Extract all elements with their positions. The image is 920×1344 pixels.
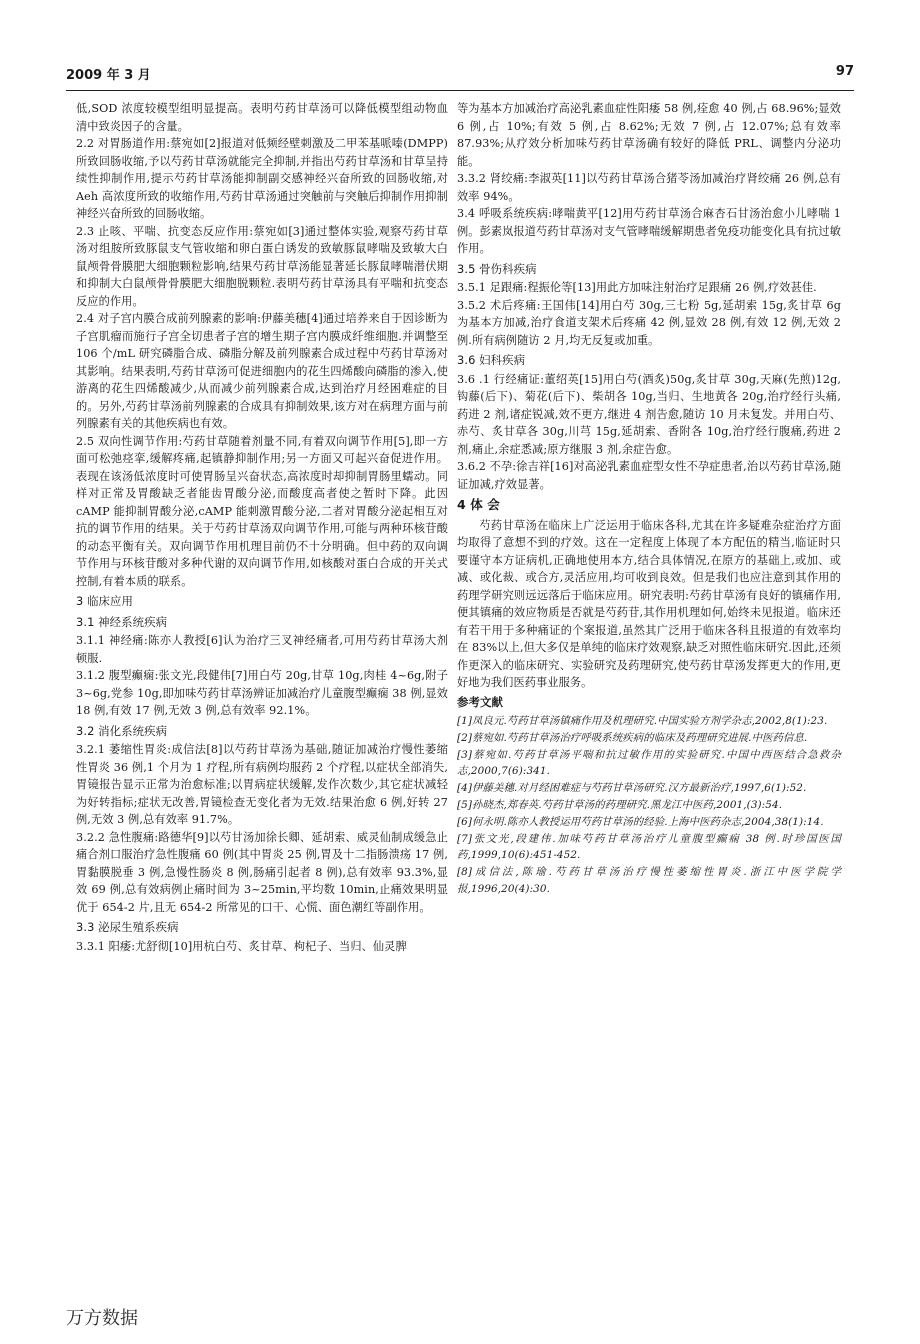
paragraph: 3.5.2 术后疼痛:王国伟[14]用白芍 30g,三七粉 5g,延胡索 15g,炙甘草 6g 为基本方加减,治疗食道支架术后疼痛 42 例,显效 28 例,有效 12 例,无效 2 例.所有病例随访 2 月,均无反复或加重。 xyxy=(457,298,841,347)
reference-list xyxy=(457,713,841,898)
reference-item: [5]孙晓杰,郑春英.芍药甘草汤的药理研究.黑龙江中医药,2001,(3):54. xyxy=(457,798,783,811)
running-header xyxy=(66,64,854,86)
page-number: 97 xyxy=(835,64,854,79)
paragraph: 3.3.1 阳痿:尤舒彻[10]用杭白芍、炙甘草、枸杞子、当归、仙灵脾 xyxy=(76,939,407,953)
paragraph: 2.2 对胃肠道作用:蔡宛如[2]报道对低频经壁刺激及二甲苯基哌嗪(DMPP)所致回肠收缩,予以芍药甘草汤就能完全抑制,并指出芍药甘草汤和甘草呈持续性抑制作用,提示芍药甘草汤能抑制副交感神经兴奋所致的回肠收缩,对 Aeh 高浓度所致的收缩作用,芍药甘草汤通过突触前与突触后抑制作用抑制神经兴奋所致的回肠收缩。 xyxy=(76,137,448,220)
paragraph: 3.2.2 急性腹痛:路德华[9]以芍甘汤加徐长卿、延胡索、威灵仙制成缓急止痛合剂口服治疗急性腹痛 60 例(其中胃炎 25 例,胃及十二指肠溃疡 17 例,胃黏膜脱垂 3 例,急慢性肠炎 8 例,肠痛引起者 8 例),总有效率 93.3%,显效 69 例,总有效病例止痛时间为 3~25min,平均数 10min,止痛效果明显优于 654-2 片,且无 654-2 所常见的口干、心慌、面色潮红等副作用。 xyxy=(76,830,448,914)
paragraph: 3.1.1 神经痛:陈亦人教授[6]认为治疗三叉神经痛者,可用芍药甘草汤大剂顿服. xyxy=(76,634,448,665)
paragraph: 3.2.1 萎缩性胃炎:成信法[8]以芍药甘草汤为基础,随证加减治疗慢性萎缩性胃炎 36 例,1 个月为 1 疗程,所有病例均服药 2 个疗程,以症状全部消失,胃镜报告显示正常为治愈标准;以胃病症状缓解,发作次数少,其它症状减轻为好转指标;症状无改善,胃镜检查无变化者为无效.结果治愈 6 例,好转 27 例,无效 3 例,总有效率 91.7%。 xyxy=(76,743,448,826)
paragraph: 芍药甘草汤在临床上广泛运用于临床各科,尤其在许多疑难杂症治疗方面均取得了意想不到的疗效。这在一定程度上体现了本方配伍的精当,临证时只要谨守本方证病机,正确地使用本方,结合具体情况,在原方的基础上,或加、或减、或化裁、或合方,灵活应用,均可收到良效。但是我们也应注意到其作用的药理学研究则远远落后于临床应用。研究表明:芍药甘草汤有良好的镇痛作用,便其镇痛的效应物质是否就是芍药苷,其作用机理如何,始终未见报道。临床还有若干用于多种痛证的个案报道,虽然其广泛用于临床各科且报道的有效率均在 83%以上,但大多仅是单纯的临床疗效观察,缺乏对照性临床研究.因此,还须作更深入的临床研究、实验研究及药理研究,使芍药甘草汤发挥更大的作用,更好地为我们医药事业服务。 xyxy=(457,518,841,689)
paragraph: 2.3 止咳、平喘、抗变态反应作用:蔡宛如[3]通过整体实验,观察芍药甘草汤对组胺所致豚鼠支气管收缩和卵白蛋白诱发的致敏豚鼠哮喘及致敏大白鼠颅骨骨膜肥大细胞颗粒影响,结果芍药甘草汤能显著延长豚鼠哮喘潜伏期和抑制大白鼠颅骨骨膜肥大细胞脱颗粒.表明芍药甘草汤具有平喘和抗变态反应的作用。 xyxy=(76,224,448,308)
right-column xyxy=(457,100,841,898)
header-date: 2009 年 3 月 xyxy=(66,68,151,83)
reference-item: [7]张文光,段建伟.加味芍药甘草汤治疗儿童腹型癫痫 38 例.时珍国医国药,1999,10(6):451-452. xyxy=(457,832,841,862)
reference-item: [3]蔡宛如.芍药甘草汤平喘和抗过敏作用的实验研究.中国中西医结合急救杂志,2000,7(6):341. xyxy=(457,748,841,778)
paragraph: 3.6 .1 行经痛证:董绍英[15]用白芍(酒炙)50g,炙甘草 30g,天麻(先煎)12g,钩藤(后下)、菊花(后下)、柴胡各 10g,当归、生地黄各 20g,治疗经行头痛,药进 2 剂,诸症锐减,效不更方,继进 4 剂告愈,随访 10 月未复发。并用白芍、赤芍、炙甘草各 30g,川芎 15g,延胡索、香附各 10g,治疗经行腹痛,药进 2 剂,痛止,余症悉减;原方继服 3 剂,余症告愈。 xyxy=(457,372,841,456)
paragraph: 2.4 对子宫内膜合成前列腺素的影响:伊藤美穗[4]通过培养来自于因诊断为子宫肌瘤而施行子宫全切患者子宫的增生期子宫内膜成纤维细胞.并调整至 106 个/mL 研究磷脂合成、磷脂分解及前列腺素合成过程中芍药甘草汤对其影响。结果表明,芍药甘草汤可促进细胞内的花生四烯酸向磷脂的渗入,使游离的花生四烯酸减少,从而减少前列腺素合成,达到治疗月经困难症的目的。另外,芍药甘草汤前列腺素的合成具有抑制效果,该方对在病理方面与前列腺素有关的其他疾病也有效。 xyxy=(76,312,448,430)
header-rule xyxy=(66,90,854,91)
paragraph: 3.6.2 不孕:徐吉祥[16]对高泌乳素血症型女性不孕症患者,治以芍药甘草汤,随证加减,疗效显著。 xyxy=(457,460,841,491)
section-heading: 3.2 消化系统疾病 xyxy=(76,723,168,738)
reference-item: [2]蔡宛如.芍药甘草汤治疗呼吸系统疾病的临床及药理研究进展.中医药信息. xyxy=(457,731,808,744)
left-column xyxy=(76,100,448,955)
section-heading: 3.5 骨伤科疾病 xyxy=(457,261,537,276)
paragraph: 3.5.1 足跟痛:程振伦等[13]用此方加味注射治疗足跟痛 26 例,疗效甚佳. xyxy=(457,281,817,294)
paragraph: 2.5 双向性调节作用:芍药甘草随着剂量不同,有着双向调节作用[5],即一方面可松弛痉挛,缓解疼痛,起镇静抑制作用;另一方面又可起兴奋促进作用。表现在该汤低浓度时可使胃肠呈兴奋状态,高浓度时却抑制胃肠里蠕动。同样对正常及胃酸缺乏者能齿胃酸分泌,而酸度高者使之暂时下降。此因 cAMP 能抑制胃酸分泌,cAMP 能刺激胃酸分泌,二者对胃酸分泌起相互对抗的调节作用的结果。关于芍药甘草汤双向调节作用,可能与两种环核苷酸的动态平衡有关。双向调节作用机理目前仍不十分明确。但中药的双向调节作用与环核苷酸对多种代谢的双向调节作用,如核酸对蛋白合成的开关式控制,有着本质的联系。 xyxy=(76,434,448,588)
watermark-text: 万方数据 xyxy=(66,1308,138,1329)
paragraph: 3.4 呼吸系统疾病:哮喘黄平[12]用芍药甘草汤合麻杏石甘汤治愈小儿哮喘 1 例。彭素岚报道芍药甘草汤对支气管哮喘缓解期患者免疫功能变化具有抗过敏作用。 xyxy=(457,207,841,255)
paragraph: 低,SOD 浓度较模型组明显提高。表明芍药甘草汤可以降低模型组动物血清中致炎因子的含量。 xyxy=(76,102,448,133)
references-heading: 参考文献 xyxy=(457,694,503,709)
reference-item: [6]何永明.陈亦人教授运用芍药甘草汤的经验.上海中医药杂志,2004,38(1):14. xyxy=(457,815,824,828)
paragraph: 3.3.2 肾绞痛:李淑英[11]以芍药甘草汤合猪苓汤加减治疗肾绞痛 26 例,总有效率 94%。 xyxy=(457,172,841,203)
section-heading: 3 临床应用 xyxy=(76,594,134,608)
reference-item: [8]成信法,陈瑜.芍药甘草汤治疗慢性萎缩性胃炎.浙江中医学院学报,1996,20(4):30. xyxy=(457,866,841,895)
section-heading: 3.6 妇科疾病 xyxy=(457,353,526,367)
paragraph: 3.1.2 腹型癫痫:张文光,段健伟[7]用白芍 20g,甘草 10g,肉桂 4~6g,附子 3~6g,党参 10g,即加味芍药甘草汤辨证加减治疗儿童腹型癫痫 38 例,显效 18 例,有效 17 例,无效 3 例,总有效率 92.1%。 xyxy=(76,669,448,717)
reference-item: [1]凤良元.芍药甘草汤镇痛作用及机理研究.中国实验方剂学杂志,2002,8(1):23. xyxy=(457,715,828,727)
reference-item: [4]伊藤美穗.对月经困难症与芍药甘草汤研究.汉方最新治疗,1997,6(1):52. xyxy=(457,782,807,795)
section-heading: 4 体 会 xyxy=(457,497,500,512)
section-heading: 3.1 神经系统疾病 xyxy=(76,614,168,629)
paragraph: 等为基本方加减治疗高泌乳素血症性阳痿 58 例,痊愈 40 例,占 68.96%;显效 6 例,占 10%;有效 5 例,占 8.62%;无效 7 例,占 12.07%;总有效率 87.93%;从疗效分析加味芍药甘草汤确有较好的降低 PRL、调整内分泌功能。 xyxy=(457,102,841,168)
section-heading: 3.3 泌尿生殖系疾病 xyxy=(76,920,179,934)
